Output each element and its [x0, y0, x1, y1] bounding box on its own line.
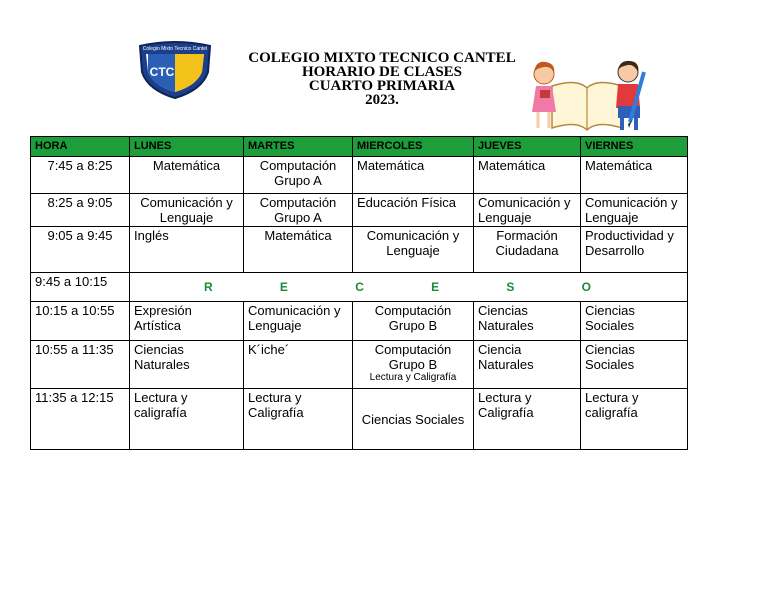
header-jueves: JUEVES — [474, 137, 581, 157]
cell-miercoles: Computación Grupo B — [353, 302, 474, 341]
table-row — [31, 157, 688, 194]
table-row — [31, 389, 688, 450]
cell-miercoles-text: Computación Grupo B — [374, 342, 452, 372]
cell-martes: Computación Grupo A — [244, 157, 353, 194]
cell-martes: Matemática — [244, 227, 353, 273]
cell-lunes: Comunicación y Lenguaje — [130, 194, 244, 227]
logo-letters: CTC — [149, 65, 175, 79]
recess-letter: S — [506, 279, 515, 294]
cell-lunes: Expresión Artística — [130, 302, 244, 341]
cell-lunes: Matemática — [130, 157, 244, 194]
grade-title: CUARTO PRIMARIA — [308, 78, 456, 94]
table-row — [31, 302, 688, 341]
cell-miercoles — [353, 341, 474, 389]
cell-viernes: Comunicación y Lenguaje — [581, 194, 688, 227]
year-title: 2023. — [365, 92, 399, 108]
cell-miercoles: Ciencias Sociales — [353, 389, 474, 450]
recess-label — [134, 280, 683, 295]
cell-jueves: Ciencia Naturales — [474, 341, 581, 389]
header-miercoles: MIERCOLES — [353, 137, 474, 157]
cell-jueves: Lectura y Caligrafía — [474, 389, 581, 450]
table-row — [31, 194, 688, 227]
table-header-row — [31, 137, 688, 157]
kids-reading-illustration — [522, 58, 652, 134]
cell-lunes: Lectura y caligrafía — [130, 389, 244, 450]
logo-text: Colegio Mixto Tecnico Cantel — [142, 46, 208, 52]
cell-viernes: Ciencias Sociales — [581, 341, 688, 389]
recess-letter: O — [581, 279, 591, 294]
recess-cell — [130, 273, 688, 302]
recess-time-cell: 9:45 a 10:15 — [31, 273, 130, 302]
header-hora: HORA — [31, 137, 130, 157]
cell-viernes: Ciencias Sociales — [581, 302, 688, 341]
header-lunes: LUNES — [130, 137, 244, 157]
time-cell: 10:55 a 11:35 — [31, 341, 130, 389]
recess-letter: E — [279, 279, 288, 294]
cell-viernes: Productividad y Desarrollo — [581, 227, 688, 273]
cell-miercoles: Matemática — [353, 157, 474, 194]
class-schedule-table — [30, 136, 688, 450]
cell-martes: Computación Grupo A — [244, 194, 353, 227]
table-row — [31, 227, 688, 273]
cell-martes: Lectura y Caligrafía — [244, 389, 353, 450]
cell-miercoles: Educación Física — [353, 194, 474, 227]
schedule-title: HORARIO DE CLASES — [301, 64, 463, 80]
cell-miercoles-note: Lectura y Caligrafía — [369, 372, 457, 383]
school-name: COLEGIO MIXTO TECNICO CANTEL — [248, 50, 516, 66]
cell-lunes: Ciencias Naturales — [130, 341, 244, 389]
recess-letter: E — [431, 279, 440, 294]
cell-jueves: Formación Ciudadana — [474, 227, 581, 273]
time-cell: 11:35 a 12:15 — [31, 389, 130, 450]
header-viernes: VIERNES — [581, 137, 688, 157]
cell-lunes: Inglés — [130, 227, 244, 273]
cell-miercoles: Comunicación y Lenguaje — [353, 227, 474, 273]
recess-letter: R — [204, 279, 213, 294]
cell-martes: Comunicación y Lenguaje — [244, 302, 353, 341]
time-cell: 9:05 a 9:45 — [31, 227, 130, 273]
cell-jueves: Matemática — [474, 157, 581, 194]
cell-martes: K´iche´ — [244, 341, 353, 389]
time-cell: 7:45 a 8:25 — [31, 157, 130, 194]
cell-jueves: Comunicación y Lenguaje — [474, 194, 581, 227]
table-row — [31, 341, 688, 389]
cell-viernes: Lectura y caligrafía — [581, 389, 688, 450]
recess-row — [31, 273, 688, 302]
time-cell: 10:15 a 10:55 — [31, 302, 130, 341]
school-logo — [136, 40, 214, 100]
time-cell: 8:25 a 9:05 — [31, 194, 130, 227]
cell-jueves: Ciencias Naturales — [474, 302, 581, 341]
recess-letter: C — [355, 279, 364, 294]
cell-viernes: Matemática — [581, 157, 688, 194]
document-header — [232, 51, 532, 107]
header-martes: MARTES — [244, 137, 353, 157]
